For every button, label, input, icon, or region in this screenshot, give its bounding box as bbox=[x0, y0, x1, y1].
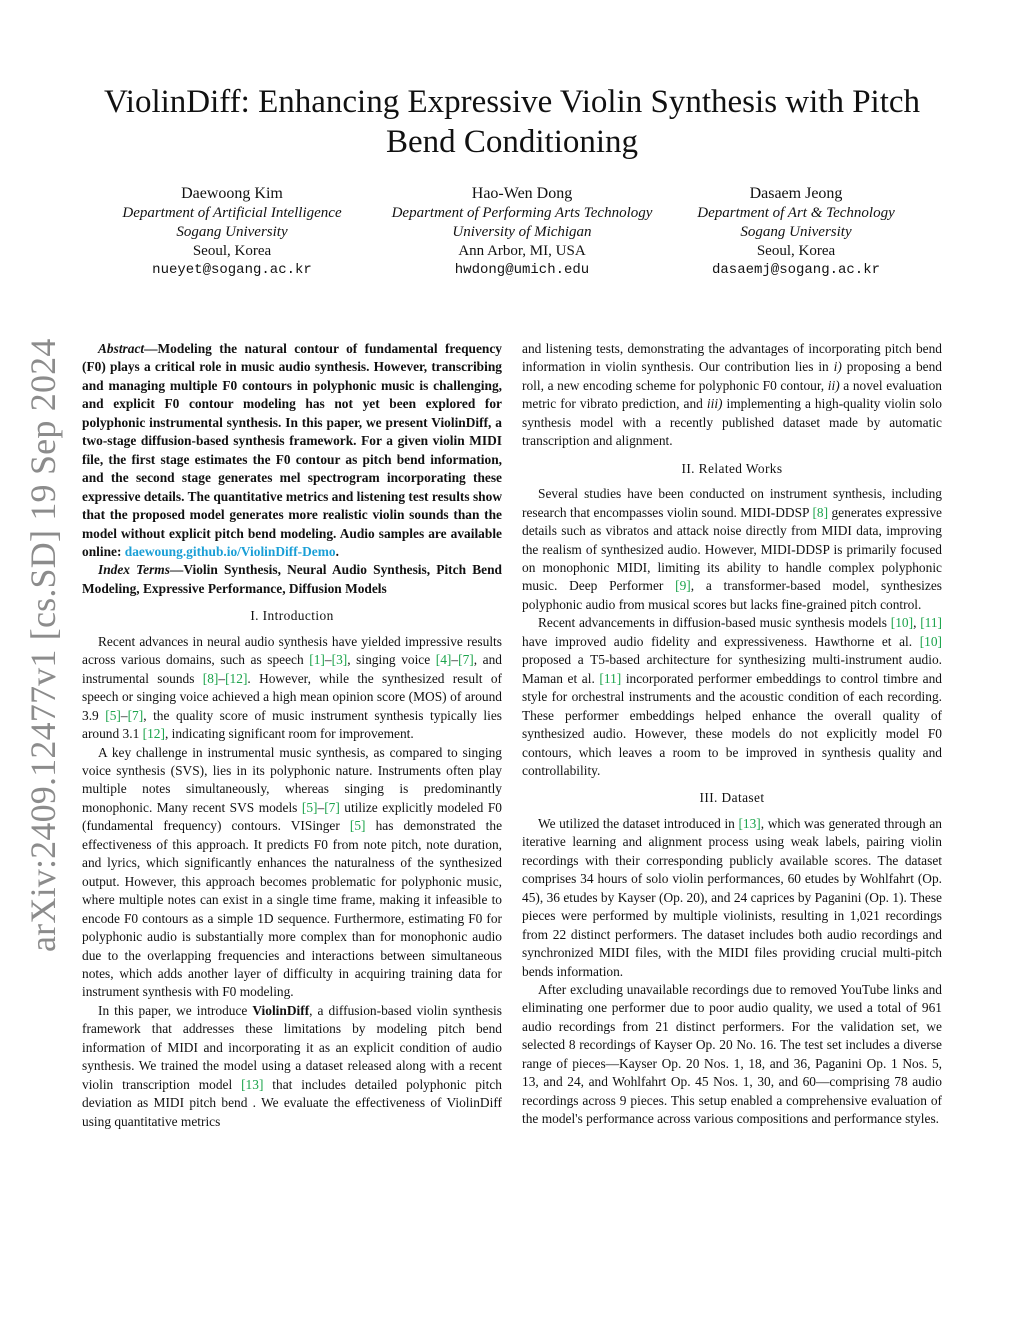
citation-link[interactable]: [9] bbox=[675, 578, 691, 594]
author-university: Sogang University bbox=[740, 224, 852, 240]
citation-link[interactable]: [5] bbox=[301, 799, 318, 815]
citation-link[interactable]: [4] bbox=[435, 652, 452, 668]
author-university: University of Michigan bbox=[452, 224, 592, 240]
citation-link[interactable]: [3] bbox=[331, 652, 348, 668]
abstract-label: Abstract bbox=[98, 341, 145, 356]
dataset-paragraph-1: We utilized the dataset introduced in [13], which was generated through an iterative learning and alignment process using weak labels, pairing violin recordings with their corresponding publicly available scores. The dataset comprises 34 hours of solo violin performances, 60 etudes by Wohlfahrt (Op. 45), 36 etudes by Kayser (Op. 20), and 24 caprices by Paganini (Op. 1). These pieces were performed by multiple violinists, resulting in 1,021 recordings from 22 distinct performers. The dataset includes both audio recordings and synchronized MIDI files, with the MIDI files providing crucial multi-pitch bends information. bbox=[522, 815, 942, 979]
author-1 bbox=[82, 184, 382, 280]
citation-link[interactable]: [5] bbox=[349, 818, 366, 834]
right-column bbox=[522, 340, 942, 1129]
related-paragraph-1: Several studies have been conducted on instrument synthesis, including research that encompasses violin sound. MIDI-DDSP [8] generates expressive details such as vibratos and attack noise directly from MIDI data, improving the realism of synthesized audio. However, MIDI-DDSP is primarily focused on monophonic MIDI, limiting its ability to handle complex polyphonic music. Deep Performer [9], a transformer-based model, synthesizes polyphonic audio from musical scores but lacks fine-grained pitch control. bbox=[522, 486, 942, 612]
author-location: Seoul, Korea bbox=[756, 243, 836, 259]
citation-link[interactable]: [11] bbox=[599, 670, 622, 686]
author-location: Seoul, Korea bbox=[192, 243, 272, 259]
author-2 bbox=[369, 184, 675, 280]
intro-paragraph-3: In this paper, we introduce ViolinDiff, a diffusion-based violin synthesis framework that addresses these limitations by modeling pitch bend information of MIDI and incorporating it as an explicit condition of audio synthesis. We trained the model using a dataset released along with a recent violin transcription model [13] that includes detailed polyphonic pitch deviation as MIDI pitch bend . We evaluate the effectiveness of ViolinDiff using quantitative metrics bbox=[82, 1002, 502, 1129]
citation-link[interactable]: [5] bbox=[105, 707, 121, 723]
citation-link[interactable]: [11] bbox=[920, 615, 943, 631]
author-location: Ann Arbor, MI, USA bbox=[458, 243, 586, 259]
citation-link[interactable]: [12] bbox=[225, 670, 248, 686]
left-column bbox=[82, 340, 502, 1131]
citation-link[interactable]: [8] bbox=[202, 670, 219, 686]
paper-title: ViolinDiff: Enhancing Expressive Violin Synthesis with Pitch Bend Conditioning bbox=[103, 84, 921, 160]
index-terms-label: Index Terms bbox=[98, 562, 170, 578]
author-3 bbox=[646, 184, 946, 280]
model-name: ViolinDiff bbox=[252, 1002, 310, 1018]
intro-paragraph-2: A key challenge in instrumental music synthesis, as compared to singing voice synthesis (SVS), lies in its polyphonic nature. Instruments often play multiple notes simultaneously, whereas singing is predominantly monophonic. Many recent SVS models [5]–[7] utilize explicitly modeled F0 (fundamental frequency) contours. VISinger [5] has demonstrated the effectiveness of this approach. It predicts F0 from note pitch, note duration, and lyrics, which significantly enhances the naturalness of the synthesized output. However, this approach becomes problematic for polyphonic music, where multiple notes can exist in a single time frame, making it infeasible to encode F0 contours as a simple 1D sequence. Furthermore, estimating F0 for polyphonic audio is substantially more complex than for monophonic audio due to the overlapping frequencies and interactions between simultaneous notes, which adds another layer of difficulty in acquiring training data for instrument synthesis with F0 modeling. bbox=[82, 744, 503, 1000]
dataset-paragraph-2: After excluding unavailable recordings due to removed YouTube links and eliminating one performer due to poor audio quality, we used a total of 961 audio recordings from 21 distinct performers. For the validation set, we selected 8 recordings of Kayser Op. 20 No. 16. The test set includes a diverse range of pieces—Kayser Op. 20 Nos. 1, 18, and 36, Paganini Op. 1 Nos. 5, 13, and 24, and Wohlfahrt Op. 45 Nos. 1, 30, and 60—comprising 78 audio recordings across 9 pieces. This setup enabled a comprehensive evaluation of the model's performance across various compositions and performance styles. bbox=[522, 981, 942, 1127]
related-paragraph-2: Recent advancements in diffusion-based music synthesis models [10], [11] have improved audio fidelity and expressiveness. Hawthorne et al. [10] proposed a T5-based architecture for synthesizing multi-instrument audio. Maman et al. [11] incorporated performer embeddings to control timbre and style for orchestral instruments and the acoustic condition of each recording. These performer embeddings helped enhance the overall quality of synthesized audio. However, these models do not explicitly model F0 contours, which leaves a room to be improved in synthesis quality and controllability. bbox=[522, 615, 943, 778]
section-heading-related-works: II. Related Works bbox=[681, 460, 783, 476]
author-department: Department of Artificial Intelligence bbox=[122, 205, 342, 221]
author-name: Hao-Wen Dong bbox=[471, 185, 573, 202]
section-heading-dataset: III. Dataset bbox=[699, 790, 765, 806]
arxiv-identifier: arXiv:2409.12477v1 [cs.SD] 19 Sep 2024 bbox=[23, 338, 63, 952]
section-heading-introduction: I. Introduction bbox=[250, 608, 334, 624]
author-department: Department of Art & Technology bbox=[697, 205, 895, 221]
intro-paragraph-1: Recent advances in neural audio synthesis have yielded impressive results across various domains, such as speech [1]–[3], singing voice [4]–[7], and instrumental sounds [8]–[12]. However, while the synthesized result of speech or singing voice achieved a high mean opinion score (MOS) of around 3.9 [5]–[7], the quality score of music instrument synthesis typically lies around 3.1 [12], indicating significant room for improvement. bbox=[82, 633, 503, 742]
author-department: Department of Performing Arts Technology bbox=[391, 205, 653, 221]
citation-link[interactable]: [10] bbox=[890, 615, 914, 631]
author-name: Dasaem Jeong bbox=[749, 185, 843, 202]
author-university: Sogang University bbox=[176, 224, 288, 240]
author-email: dasaemj@sogang.ac.kr bbox=[711, 262, 881, 278]
author-name: Daewoong Kim bbox=[181, 185, 283, 202]
citation-link[interactable]: [12] bbox=[142, 726, 165, 742]
index-terms: Index Terms—Violin Synthesis, Neural Audio Synthesis, Pitch Bend Modeling, Expressive Performance, Diffusion Models bbox=[82, 562, 502, 596]
citation-link[interactable]: [10] bbox=[919, 633, 942, 649]
citation-link[interactable]: [13] bbox=[241, 1076, 264, 1092]
citation-link[interactable]: [8] bbox=[812, 504, 829, 520]
abstract: Abstract—Modeling the natural contour of fundamental frequency (F0) plays a critical role in music audio synthesis. However, transcribing and managing multiple F0 contours in polyphonic music is challenging, and explicit F0 contour modeling has not yet been explored for polyphonic instrumental synthesis. In this paper, we present ViolinDiff, a two-stage diffusion-based synthesis framework. For a given violin MIDI file, the first stage estimates the F0 contour as pitch bend information, and the second stage generates mel spectrogram incorporating these expressive details. The quantitative metrics and listening test results show that the proposed model generates more realistic violin sounds than the model without explicit pitch bend modeling. Audio samples are available online: daewoung.github.io/ViolinDiff-Demo. bbox=[82, 341, 502, 559]
citation-link[interactable]: [7] bbox=[127, 707, 144, 723]
citation-link[interactable]: [7] bbox=[458, 652, 474, 668]
citation-link[interactable]: [1] bbox=[309, 652, 325, 668]
citation-link[interactable]: [13] bbox=[738, 815, 761, 831]
author-email: nueyet@sogang.ac.kr bbox=[152, 262, 312, 278]
intro-continuation: and listening tests, demonstrating the advantages of incorporating pitch bend information in violin synthesis. Our contribution lies in i) proposing a bend roll, a new encoding scheme for polyphonic F0 contour, ii) a novel evaluation metric for vibrato prediction, and iii) implementing a high-quality violin solo synthesis model with a recently published dataset made by automatic transcription and alignment. bbox=[522, 341, 942, 449]
author-email: hwdong@umich.edu bbox=[454, 262, 590, 278]
citation-link[interactable]: [7] bbox=[324, 799, 340, 815]
demo-link[interactable]: daewoung.github.io/ViolinDiff-Demo bbox=[124, 543, 336, 559]
